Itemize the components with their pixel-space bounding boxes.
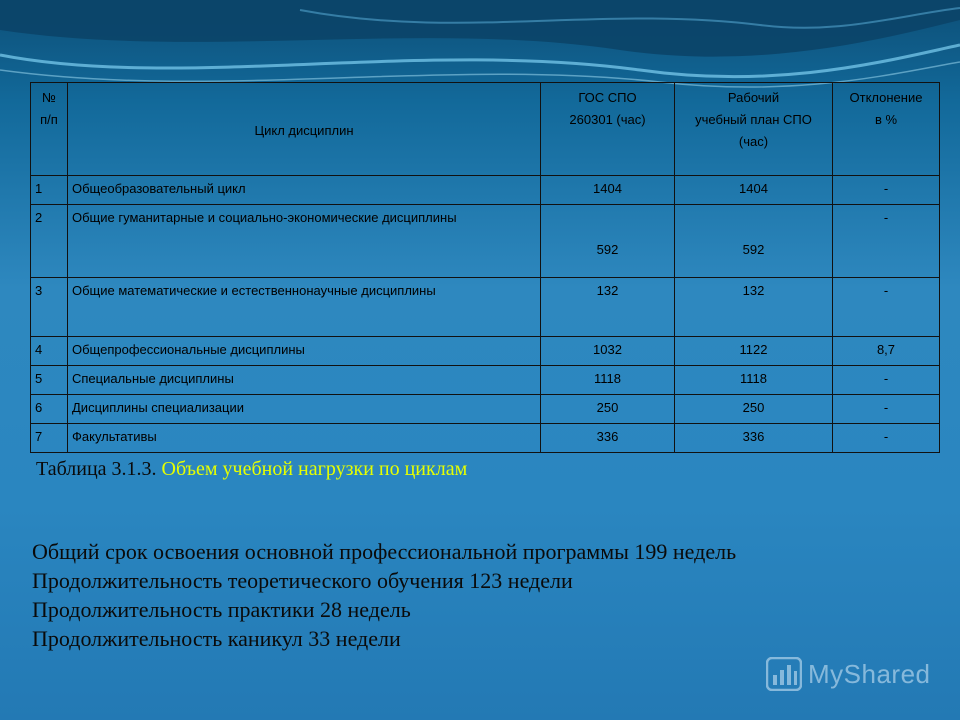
caption-title: Объем учебной нагрузки по циклам bbox=[161, 458, 468, 480]
row-plan: 132 bbox=[675, 278, 833, 337]
row-plan: 250 bbox=[675, 395, 833, 424]
header-num: № п/п bbox=[31, 83, 68, 176]
row-deviation: - bbox=[833, 278, 940, 337]
row-deviation: - bbox=[833, 205, 940, 278]
row-gos: 336 bbox=[541, 424, 675, 453]
row-num: 6 bbox=[31, 395, 68, 424]
row-cycle: Дисциплины специализации bbox=[68, 395, 541, 424]
table-row bbox=[31, 424, 940, 453]
header-deviation: Отклонение в % bbox=[833, 83, 940, 176]
row-deviation: 8,7 bbox=[833, 337, 940, 366]
row-plan: 336 bbox=[675, 424, 833, 453]
row-num: 3 bbox=[31, 278, 68, 337]
table-row bbox=[31, 278, 940, 337]
summary-line: Продолжительность каникул 33 недели bbox=[32, 626, 401, 651]
row-gos: 1404 bbox=[541, 176, 675, 205]
header-gos: ГОС СПО 260301 (час) bbox=[541, 83, 675, 176]
row-deviation: - bbox=[833, 424, 940, 453]
row-cycle: Общепрофессиональные дисциплины bbox=[68, 337, 541, 366]
table-row bbox=[31, 205, 940, 278]
row-gos: 592 bbox=[541, 205, 675, 278]
table-row bbox=[31, 366, 940, 395]
table-header-row bbox=[31, 83, 940, 176]
table-caption bbox=[36, 458, 467, 481]
row-plan: 1122 bbox=[675, 337, 833, 366]
row-deviation: - bbox=[833, 176, 940, 205]
summary-line: Общий срок освоения основной профессиональной программы 199 недель bbox=[32, 539, 737, 564]
row-cycle: Специальные дисциплины bbox=[68, 366, 541, 395]
table-row bbox=[31, 176, 940, 205]
summary-line: Продолжительность теоретического обучения 123 недели bbox=[32, 568, 573, 593]
row-plan: 1118 bbox=[675, 366, 833, 395]
row-gos: 1118 bbox=[541, 366, 675, 395]
row-plan: 1404 bbox=[675, 176, 833, 205]
row-gos: 1032 bbox=[541, 337, 675, 366]
row-cycle: Факультативы bbox=[68, 424, 541, 453]
chart-icon bbox=[766, 657, 802, 691]
watermark-logo bbox=[766, 656, 931, 692]
summary-list bbox=[32, 537, 736, 653]
watermark-text: MyShared bbox=[808, 658, 931, 689]
row-num: 5 bbox=[31, 366, 68, 395]
caption-prefix: Таблица 3.1.3. bbox=[36, 458, 162, 480]
summary-line: Продолжительность практики 28 недель bbox=[32, 597, 411, 622]
row-plan: 592 bbox=[675, 205, 833, 278]
row-cycle: Общие математические и естественнонаучные дисциплины bbox=[68, 278, 541, 337]
row-gos: 250 bbox=[541, 395, 675, 424]
row-cycle: Общеобразовательный цикл bbox=[68, 176, 541, 205]
load-table bbox=[30, 82, 940, 453]
header-cycle: Цикл дисциплин bbox=[68, 83, 541, 176]
header-plan: Рабочий учебный план СПО (час) bbox=[675, 83, 833, 176]
row-gos: 132 bbox=[541, 278, 675, 337]
row-num: 1 bbox=[31, 176, 68, 205]
table-row bbox=[31, 395, 940, 424]
row-deviation: - bbox=[833, 366, 940, 395]
row-num: 4 bbox=[31, 337, 68, 366]
row-num: 2 bbox=[31, 205, 68, 278]
table-row bbox=[31, 337, 940, 366]
row-cycle: Общие гуманитарные и социально-экономические дисциплины bbox=[68, 205, 541, 278]
row-num: 7 bbox=[31, 424, 68, 453]
row-deviation: - bbox=[833, 395, 940, 424]
